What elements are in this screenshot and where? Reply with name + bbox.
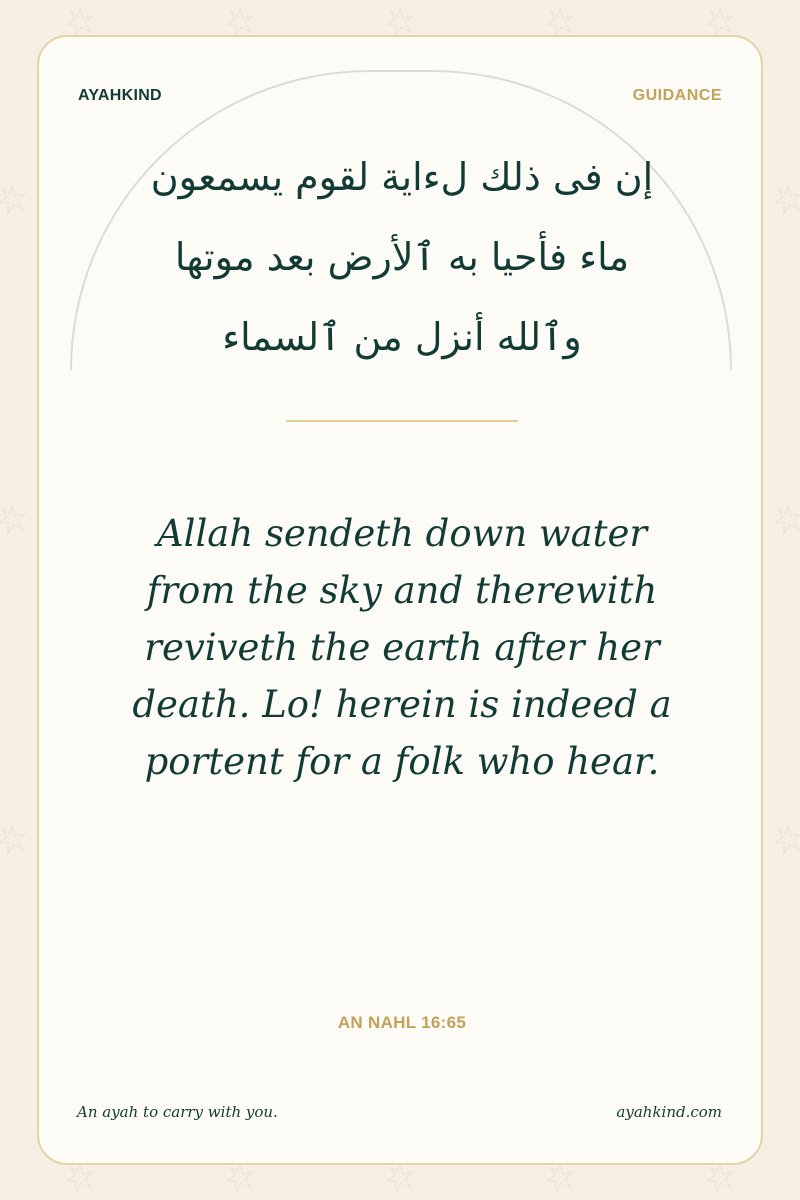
verse-translation [89, 505, 715, 790]
arabic-line: ماء فأحيا به ٱلأرض بعد موتها [174, 235, 630, 279]
arabic-line: إن فى ذلك لءاية لقوم يسمعون [150, 155, 654, 199]
footer-tagline: An ayah to carry with you. [77, 1103, 278, 1121]
category-tag: GUIDANCE [632, 87, 722, 104]
divider-line [286, 420, 518, 422]
translation-line: from the sky and therewith [146, 569, 658, 612]
translation-line: death. Lo! herein is indeed a [132, 683, 672, 726]
translation-line: reviveth the earth after her [144, 626, 660, 669]
verse-reference: AN NAHL 16:65 [337, 1013, 467, 1032]
translation-line: portent for a folk who hear. [144, 740, 660, 783]
arabic-verse [89, 137, 715, 377]
footer-site-link[interactable]: ayahkind.com [616, 1103, 722, 1121]
translation-line: Allah sendeth down water [156, 512, 648, 555]
verse-card [37, 35, 763, 1165]
brand-name: AYAHKIND [78, 87, 162, 104]
arabic-line: وٱلله أنزل من ٱلسماء [222, 315, 582, 359]
